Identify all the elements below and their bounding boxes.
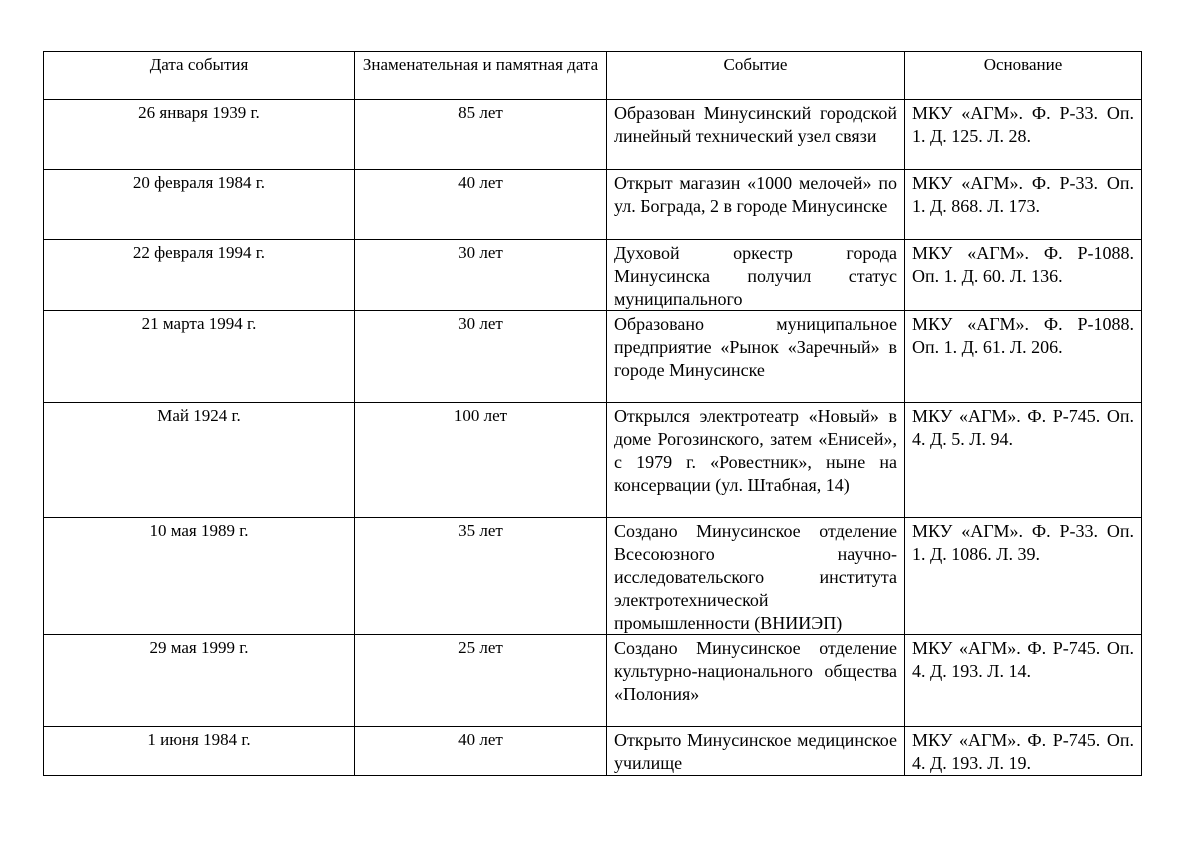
- archive-source: МКУ «АГМ». Ф. Р-1088. Оп. 1. Д. 60. Л. 136.: [905, 240, 1142, 311]
- event-description: Открыт магазин «1000 мелочей» по ул. Бограда, 2 в городе Минусинске: [607, 170, 905, 240]
- table-header: [44, 52, 1142, 100]
- header-event: Событие: [607, 52, 905, 100]
- archive-source: МКУ «АГМ». Ф. Р-33. Оп. 1. Д. 125. Л. 28.: [905, 100, 1142, 170]
- event-date: 20 февраля 1984 г.: [44, 170, 355, 240]
- archive-source: МКУ «АГМ». Ф. Р-745. Оп. 4. Д. 193. Л. 14.: [905, 635, 1142, 727]
- event-date: Май 1924 г.: [44, 403, 355, 518]
- event-description: Создано Минусинское отделение культурно-национального общества «Полония»: [607, 635, 905, 727]
- table-row: [44, 100, 1142, 170]
- anniversary-years: 100 лет: [355, 403, 607, 518]
- event-description: Создано Минусинское отделение Всесоюзного научно-исследовательского института электротехнической промышленности (ВНИИЭП): [607, 518, 905, 635]
- anniversary-years: 40 лет: [355, 727, 607, 776]
- table-row: [44, 311, 1142, 403]
- header-anniversary: Знаменательная и памятная дата: [355, 52, 607, 100]
- archive-source: МКУ «АГМ». Ф. Р-33. Оп. 1. Д. 868. Л. 173.: [905, 170, 1142, 240]
- anniversary-years: 85 лет: [355, 100, 607, 170]
- archive-source: МКУ «АГМ». Ф. Р-33. Оп. 1. Д. 1086. Л. 39.: [905, 518, 1142, 635]
- table-row: [44, 170, 1142, 240]
- anniversary-years: 30 лет: [355, 240, 607, 311]
- table-body: [44, 100, 1142, 776]
- anniversary-years: 40 лет: [355, 170, 607, 240]
- table-row: [44, 635, 1142, 727]
- anniversary-years: 25 лет: [355, 635, 607, 727]
- event-description: Открыто Минусинское медицинское училище: [607, 727, 905, 776]
- table-row: [44, 240, 1142, 311]
- event-description: Духовой оркестр города Минусинска получил статус муниципального: [607, 240, 905, 311]
- archive-source: МКУ «АГМ». Ф. Р-745. Оп. 4. Д. 193. Л. 19.: [905, 727, 1142, 776]
- header-date: Дата события: [44, 52, 355, 100]
- event-date: 10 мая 1989 г.: [44, 518, 355, 635]
- table-row: [44, 518, 1142, 635]
- event-description: Открылся электротеатр «Новый» в доме Рогозинского, затем «Енисей», с 1979 г. «Ровестник», ныне на консервации (ул. Штабная, 14): [607, 403, 905, 518]
- anniversary-years: 30 лет: [355, 311, 607, 403]
- header-row: [44, 52, 1142, 100]
- event-date: 29 мая 1999 г.: [44, 635, 355, 727]
- header-source: Основание: [905, 52, 1142, 100]
- event-date: 1 июня 1984 г.: [44, 727, 355, 776]
- event-date: 22 февраля 1994 г.: [44, 240, 355, 311]
- event-description: Образовано муниципальное предприятие «Рынок «Заречный» в городе Минусинске: [607, 311, 905, 403]
- table-row: [44, 727, 1142, 776]
- archive-source: МКУ «АГМ». Ф. Р-745. Оп. 4. Д. 5. Л. 94.: [905, 403, 1142, 518]
- archive-source: МКУ «АГМ». Ф. Р-1088. Оп. 1. Д. 61. Л. 206.: [905, 311, 1142, 403]
- anniversary-years: 35 лет: [355, 518, 607, 635]
- table-row: [44, 403, 1142, 518]
- event-description: Образован Минусинский городской линейный технический узел связи: [607, 100, 905, 170]
- event-date: 26 января 1939 г.: [44, 100, 355, 170]
- event-date: 21 марта 1994 г.: [44, 311, 355, 403]
- events-table: [43, 51, 1142, 776]
